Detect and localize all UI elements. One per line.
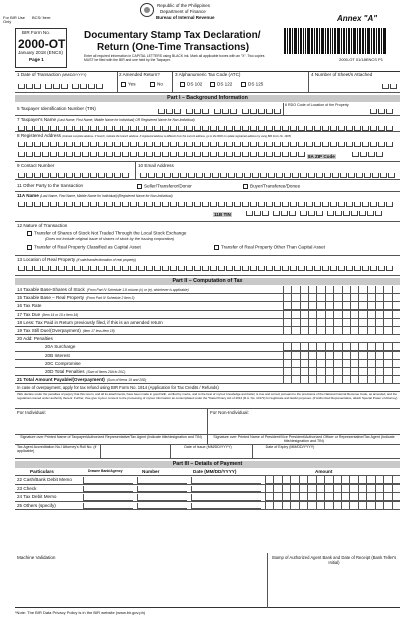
atc-ds102[interactable]: DS 102 [180, 82, 202, 87]
form-title-2: Return (One-Time Transactions) [97, 42, 250, 53]
col-particulars: Particulars [30, 469, 54, 474]
payment-label: 24 Tax Debit Memo [17, 494, 57, 499]
computation-label: 20D Total Penalties (Sum of Items 20A to 20C) [45, 369, 126, 374]
payment-field[interactable] [137, 477, 187, 484]
amount-field[interactable] [283, 352, 400, 360]
capital-asset-checkbox[interactable] [27, 245, 32, 250]
address-field-2[interactable] [18, 152, 306, 157]
col-drawee: Drawee Bank/Agency [88, 469, 123, 473]
date-issue-label: Date of Issue (MM/DD/YYYY) [184, 445, 232, 449]
col-date: Date (MM/DD/YYYY) [193, 469, 237, 474]
amended-return-label: 2 Amended Return? [119, 72, 160, 77]
atc-label: 3 Alphanumeric Tax Code (ATC) [175, 72, 241, 77]
computation-label: 18 Less: Tax Paid in Return previously filed, if this is an amended return [17, 319, 163, 325]
amount-field[interactable] [283, 368, 400, 376]
sheets-field[interactable] [382, 84, 398, 89]
computation-label: 20B Interest [45, 352, 70, 358]
computation-label: 14 Taxable Base-Shares of Stock (From Part IV Schedule 1.8 column (c) or (e), whichever is applicable) [17, 287, 189, 292]
ds102-checkbox[interactable] [180, 82, 185, 87]
payment-amount-field[interactable] [265, 485, 400, 493]
ds125-checkbox[interactable] [241, 82, 246, 87]
col-amount: Amount [315, 469, 333, 474]
date-of-transaction-label: 1 Date of Transaction (MM/DD/YYYY) [17, 72, 87, 77]
signature-individual[interactable]: Signature over Printed Name of Taxpayer/Authorized Representative/Tax Agent (Indicate title/designation and TIN) [20, 435, 202, 439]
part1-title: Part I – Background Information [15, 95, 400, 102]
email-label: 10 Email Address [138, 163, 174, 168]
atc-ds125[interactable]: DS 125 [241, 82, 263, 87]
amount-field[interactable] [283, 327, 400, 335]
contact-field[interactable] [18, 173, 130, 178]
col-number: Number [142, 469, 160, 474]
name-11a-label: 11A Name (Last Name, First Name, Middle Name for Individual)/(Registered Name for Non-Individual) [17, 193, 173, 198]
payment-label: 23 Check [17, 485, 37, 491]
yes-checkbox[interactable] [121, 82, 126, 87]
payment-field[interactable] [83, 477, 133, 484]
payment-field[interactable] [137, 494, 187, 501]
tin-11b-field[interactable] [246, 211, 383, 216]
computation-row [15, 335, 400, 343]
bcs-item: BCS/ Item: [32, 15, 52, 20]
zip-field[interactable] [352, 152, 384, 157]
payment-field[interactable] [83, 494, 133, 501]
computation-label: 20C Compromise [45, 360, 81, 366]
bir-use-only: For BIR Use Only [3, 15, 26, 25]
tin-field[interactable] [158, 109, 282, 114]
nature-option-other[interactable]: Transfer of Real Property Other Than Capital Asset [214, 245, 325, 250]
amount-field[interactable] [283, 360, 400, 368]
ds122-checkbox[interactable] [210, 82, 215, 87]
department-label: Department of Finance [160, 9, 206, 14]
overpayment-note: In case of overpayment, apply for tax refund using BIR Form No. 1914 (Application for Tax Credits / Refunds) [17, 385, 219, 390]
form-instructions: Enter all required information in CAPITAL LETTERS using BLACK ink. Mark all applicable boxes with an "X". Two copies MUST be filed with the BIR and one held by the Taxpayer. [84, 54, 265, 63]
payment-amount-field[interactable] [265, 493, 400, 501]
computation-label: 20A Surcharge [45, 344, 76, 350]
other-party-label: 11 Other Party to the transaction [17, 183, 84, 188]
barcode-code: 2000-OT 01/18ENCS P1 [339, 57, 383, 62]
transaction-date-field[interactable] [18, 84, 104, 89]
amended-no[interactable]: No [150, 82, 163, 87]
form-number: 2000-OT [18, 37, 66, 51]
bureau-label: Bureau of Internal Revenue [156, 15, 215, 20]
payment-amount-field[interactable] [265, 502, 400, 510]
nature-option-shares-hint: (Does not include original issue of shares of stock by the issuing corporation) [45, 237, 175, 241]
bank-stamp: Stamp of Authorized Agent Bank and Date of Receipt (Bank Teller's Initial) [271, 555, 397, 566]
payment-field[interactable] [191, 503, 261, 510]
computation-label: 20 Add: Penalties [17, 336, 53, 342]
taxpayer-name-label: 7 Taxpayer's Name (Last Name, First Name, Middle Name for Individual) OR Registered Name for Non-Individual) [17, 117, 195, 122]
accreditation-label: Tax Agent Accreditation No./ Attorney's Roll No. (if applicable) [17, 445, 97, 453]
nature-option-shares[interactable]: Transfer of Shares of Stock Not Traded Through the Local Stock Exchange [27, 231, 186, 236]
payment-field[interactable] [137, 503, 187, 510]
nature-option-capital[interactable]: Transfer of Real Property Classified as Capital Asset [27, 245, 141, 250]
barcode [284, 28, 387, 54]
name-11a-field[interactable] [18, 202, 394, 207]
bir-seal-icon [140, 3, 154, 17]
no-checkbox[interactable] [150, 82, 155, 87]
computation-label: 21 Total Amount Payable/(Overpayment) (Sum of Items 19 and 20D) [17, 377, 147, 383]
tin-11b-label: 11B TIN [214, 212, 231, 217]
form-title-1: Documentary Stamp Tax Declaration/ [84, 30, 261, 41]
computation-label: 16 Tax Rate [17, 303, 42, 309]
amount-field[interactable] [283, 319, 400, 327]
location-field[interactable] [18, 266, 394, 271]
amount-field[interactable] [283, 302, 400, 310]
address-field-1[interactable] [18, 142, 394, 147]
footer-note: *Note: The BIR Data Privacy Policy is in the BIR website (www.bir.gov.ph) [15, 610, 146, 615]
taxpayer-name-field[interactable] [18, 126, 394, 131]
part3-title: Part III – Details of Payment [15, 461, 400, 468]
payment-amount-field[interactable] [265, 476, 400, 484]
rdo-label: 6 RDO Code of Location of the Property [285, 103, 349, 107]
sheets-attached-label: 4 Number of Sheet/s Attached [311, 72, 373, 77]
email-field[interactable] [140, 173, 396, 178]
amount-field[interactable] [283, 311, 400, 319]
payment-field[interactable] [191, 494, 261, 501]
payment-label: 22 Cash/Bank Debit Memo [17, 477, 72, 482]
date-expiry-label: Date of Expiry (MM/DD/YYYY) [265, 445, 315, 449]
registered-address-label: 8 Registered Address (Indicate complete address. If branch, indicate the branch address. If registered address is different from the current address, go to the RDO to update registered address by using BIR Form No. 1905) [17, 133, 292, 138]
rdo-field[interactable] [370, 109, 394, 114]
amount-field[interactable] [283, 286, 400, 294]
part2-title: Part II – Computation of Tax [15, 278, 400, 285]
zip-label: 8A ZIP Code [308, 154, 335, 159]
for-nonindividual-label: For Non-Individual: [210, 410, 249, 415]
computation-label: 17 Tax Due (Item 14 or 15 x Item 16) [17, 311, 79, 317]
payment-field[interactable] [137, 486, 187, 493]
machine-validation: Machine Validation [17, 555, 56, 560]
contact-number-label: 9 Contact Number [17, 163, 55, 168]
location-label: 13 Location of Real Property (if sale/transfer/donation of real property) [17, 257, 137, 262]
shares-checkbox[interactable] [27, 231, 32, 236]
payment-field[interactable] [191, 486, 261, 493]
payment-field[interactable] [83, 486, 133, 493]
for-individual-label: For Individual: [17, 410, 46, 415]
computation-label: 15 Taxable Base – Real Property (From Part IV Schedule 2 Item 3) [17, 295, 135, 301]
amount-field[interactable] [283, 294, 400, 302]
republic-label: Republic of the Philippines [157, 3, 211, 8]
amended-yes[interactable]: Yes [121, 82, 136, 87]
signature-nonindividual[interactable]: Signature over Printed Name of President/Vice President/Authorized Officer or Representative/Tax Agent (Indicate title/designation and TIN) [213, 435, 395, 443]
declaration-text: I/We declare under the penalties of perjury that this return, and all its attachments, have been made in good faith, verified by me/us, and to the best of my/our knowledge and belief, is true and correct pursuant to the provisions of the National Internal Revenue Code, as amended, and the regulations issued under authority thereof. Further, I/we give my/our consent to the processing of my/our information as contemplated under the *Data Privacy Act of 2012 (R.A. No. 10173) for legitimate and lawful purposes. (If Authorized Representative, attach Special Power of Attorney) [17, 392, 398, 400]
amount-field[interactable] [283, 376, 400, 384]
payment-label: 25 Others (specify) [17, 502, 56, 508]
buyer-option[interactable]: Buyer/Transferee/Donee [243, 184, 300, 189]
seller-option[interactable]: Seller/Transferor/Donor [137, 184, 192, 189]
payment-field[interactable] [191, 477, 261, 484]
form-no-label: BIR Form No. [22, 30, 51, 35]
atc-ds122[interactable]: DS 122 [210, 82, 232, 87]
form-date: January 2018 (ENCS) [18, 50, 63, 55]
page-number: Page 1 [29, 57, 44, 62]
payment-field[interactable] [83, 503, 133, 510]
amount-field[interactable] [283, 343, 400, 351]
buyer-checkbox[interactable] [243, 184, 248, 189]
other-asset-checkbox[interactable] [214, 245, 219, 250]
seller-checkbox[interactable] [137, 184, 142, 189]
annex-label: Annex "A" [337, 14, 378, 23]
computation-label: 19 Tax Still Due/(Overpayment) (Item 17 less Item 18) [17, 328, 115, 333]
tin-label: 5 Taxpayer Identification Number (TIN) [17, 106, 96, 111]
nature-label: 12 Nature of Transaction [17, 223, 68, 228]
